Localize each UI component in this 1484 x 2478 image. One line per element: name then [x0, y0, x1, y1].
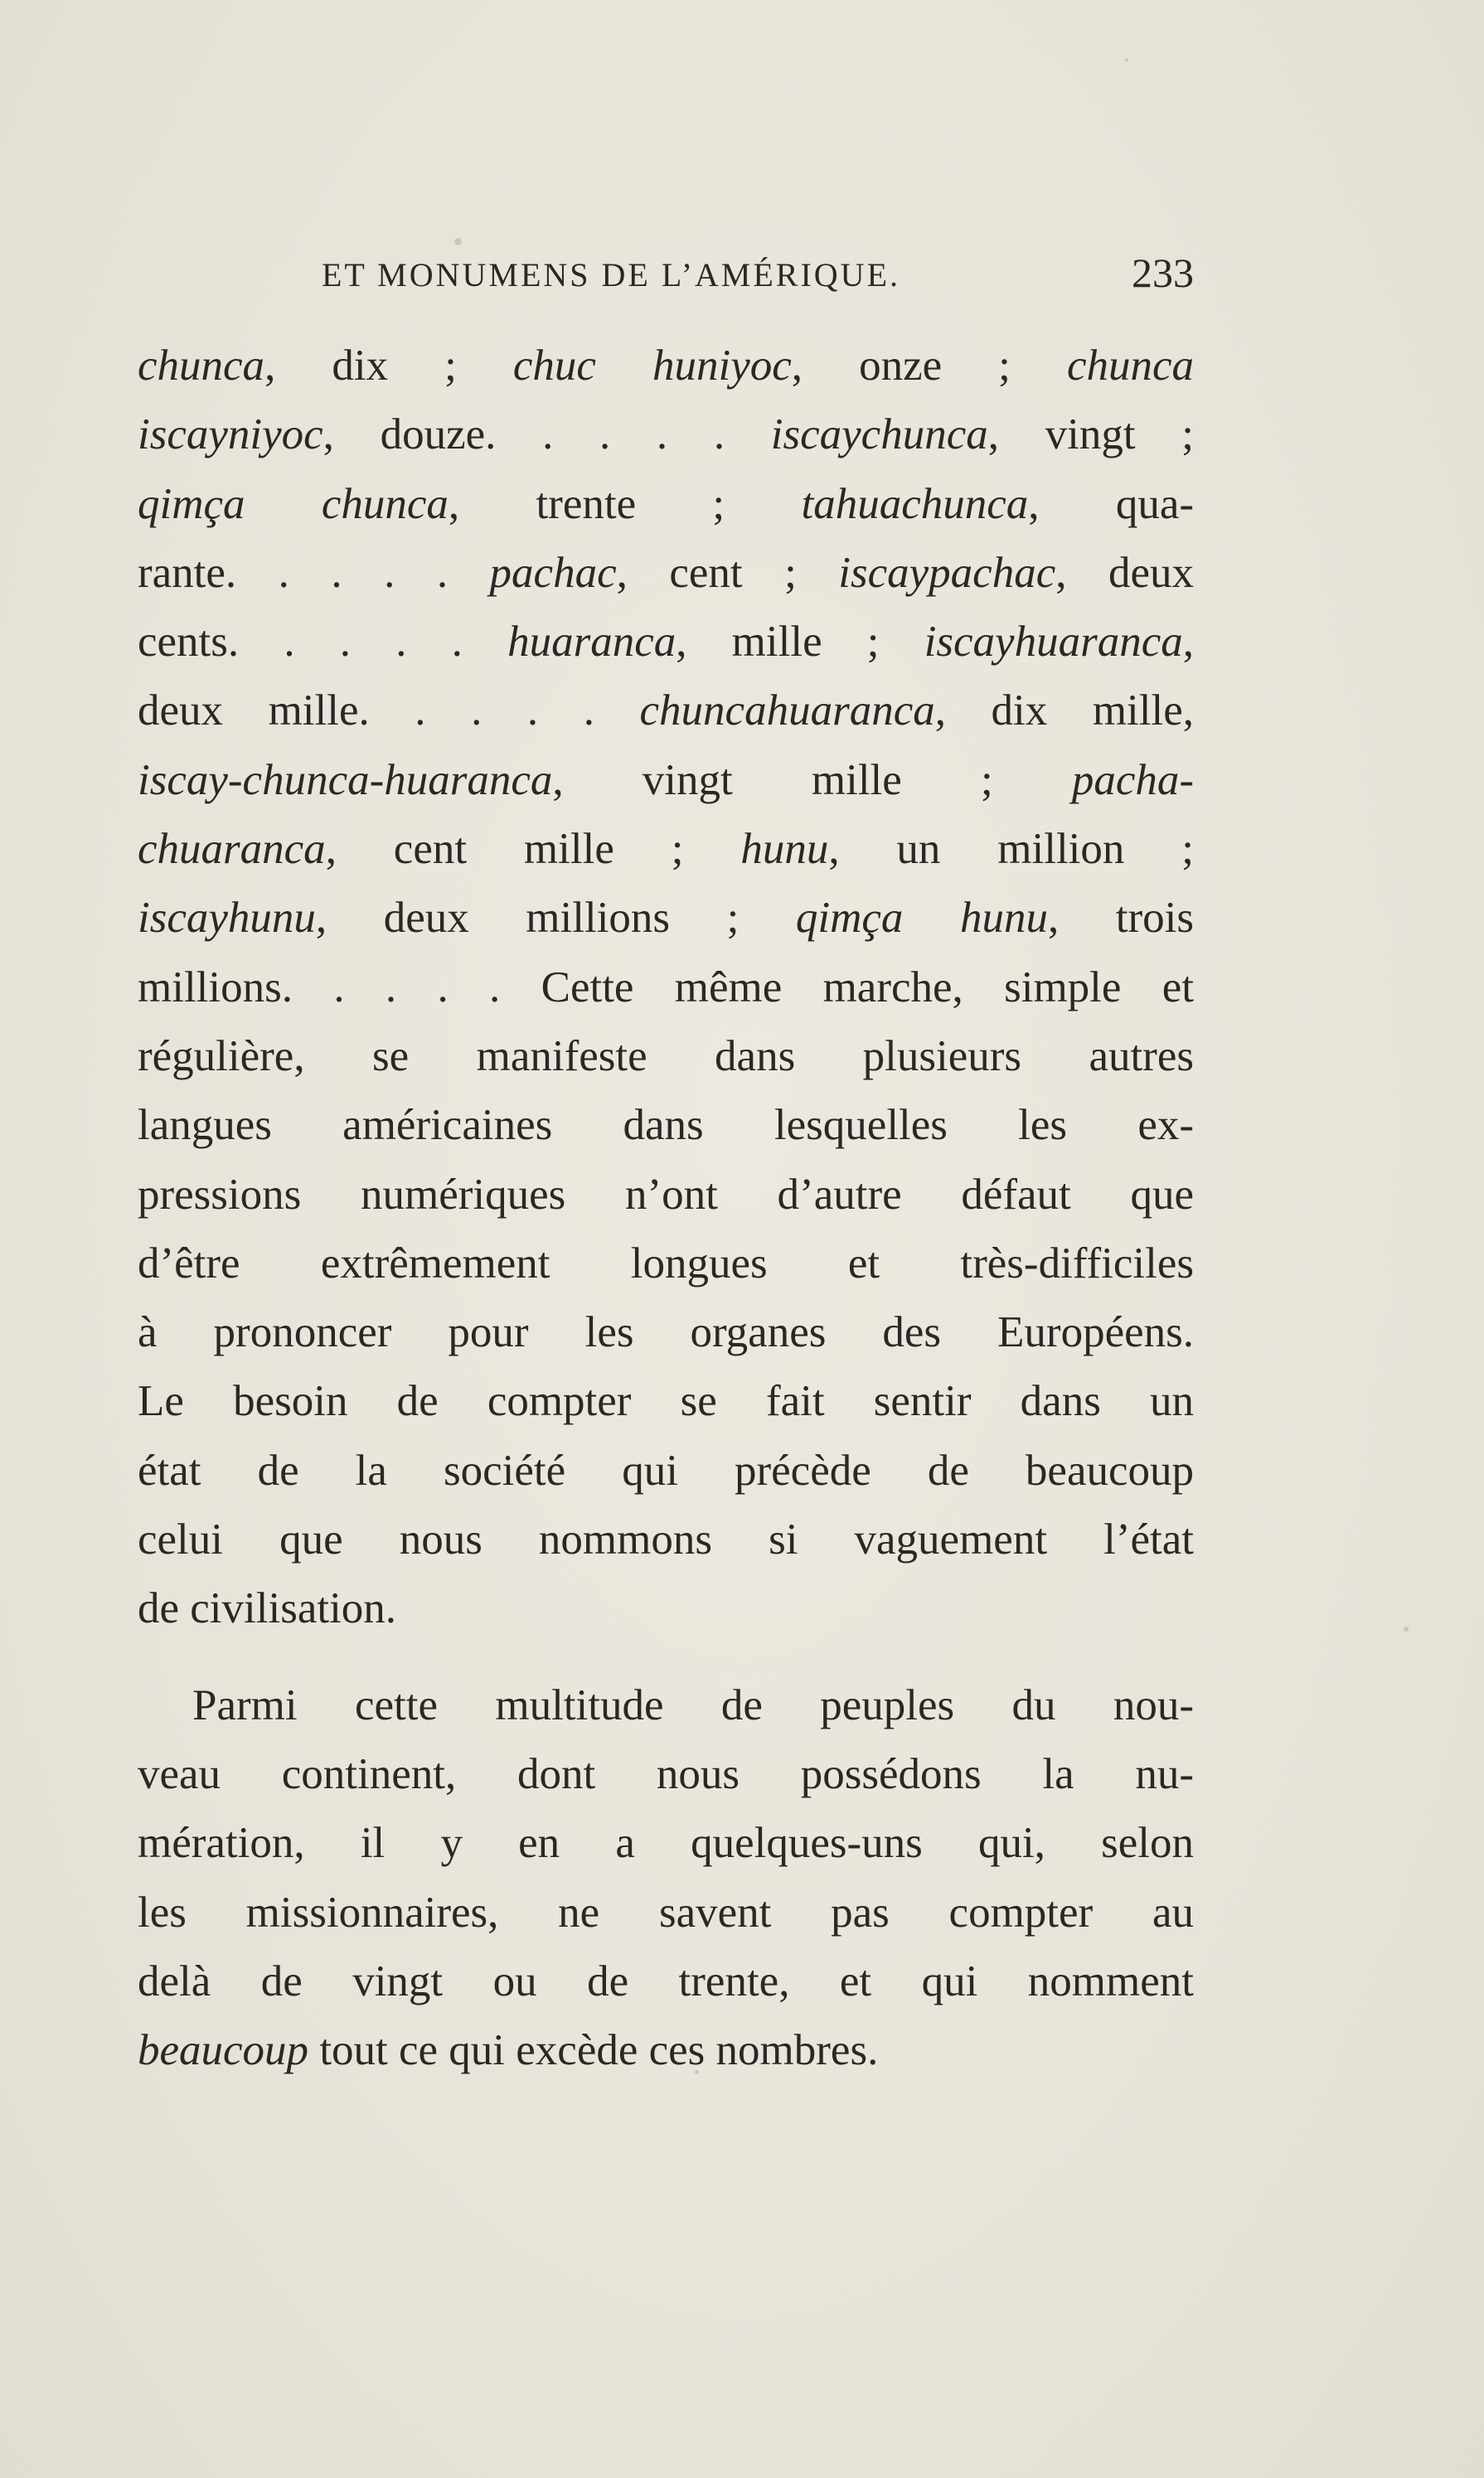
text-segment: , onze ;	[791, 342, 1067, 390]
text-segment: , cent ;	[616, 548, 839, 597]
text-line	[138, 1161, 1194, 1229]
text-line	[138, 608, 1194, 676]
text-line	[138, 1022, 1194, 1091]
italic-term: iscaypachac	[838, 548, 1056, 597]
paper-speck	[1404, 1627, 1409, 1632]
text-segment: , douze. . . . .	[323, 410, 771, 459]
text-line	[138, 1574, 1194, 1643]
text-segment: tout ce qui excède ces nombres.	[308, 2026, 879, 2075]
italic-term: chunca	[1066, 342, 1195, 390]
paragraph-gap	[138, 1644, 1194, 1671]
text-segment: Parmi cette multitude de peuples du nou-	[192, 1680, 1194, 1729]
text-line	[138, 953, 1194, 1022]
paper-speck	[454, 238, 462, 245]
text-segment: , trois	[1047, 894, 1194, 943]
text-segment: les missionnaires, ne savent pas compter au	[138, 1888, 1194, 1937]
text-segment: de civilisation.	[138, 1584, 397, 1633]
text-line	[138, 1740, 1194, 1809]
text-segment: , un million ;	[828, 825, 1194, 874]
italic-term: iscayhuaranca	[924, 618, 1183, 667]
text-line	[138, 1879, 1194, 1947]
text-line	[138, 1671, 1194, 1740]
text-line	[138, 1809, 1194, 1878]
text-segment: millions. . . . . Cette même marche, simple et	[138, 963, 1194, 1011]
italic-term: chuc huniyoc	[512, 342, 792, 390]
italic-term: tahuachunca	[801, 479, 1029, 528]
text-line	[138, 676, 1194, 745]
text-line	[138, 539, 1194, 608]
text-segment: d’être extrêmement longues et très-difficiles	[138, 1239, 1194, 1287]
text-segment: , cent mille ;	[325, 825, 741, 874]
text-segment: , deux	[1055, 548, 1194, 597]
italic-term: qimça hunu	[795, 894, 1048, 943]
text-segment: état de la société qui précède de beaucoup	[138, 1446, 1194, 1495]
text-line	[138, 332, 1194, 400]
text-segment: Le besoin de compter se fait sentir dans un	[138, 1377, 1194, 1426]
text-segment: pressions numériques n’ont d’autre défaut que	[138, 1170, 1194, 1219]
text-segment: celui que nous nommons si vaguement l’état	[138, 1515, 1194, 1564]
text-segment: langues américaines dans lesquelles les ex-	[138, 1101, 1194, 1150]
paper-speck	[1125, 58, 1128, 61]
italic-term: iscayhunu	[138, 894, 316, 943]
italic-term: qimça chunca	[138, 479, 449, 528]
text-line	[138, 1229, 1194, 1298]
italic-term: iscay-chunca-huaranca	[138, 755, 553, 804]
text-line	[138, 1437, 1194, 1506]
italic-term: chuncahuaranca	[639, 686, 935, 735]
text-segment: rante. . . . .	[138, 548, 490, 597]
text-segment: mération, il y en a quelques-uns qui, selon	[138, 1819, 1194, 1868]
italic-term: beaucoup	[138, 2026, 309, 2075]
text-segment: deux mille. . . . .	[138, 686, 640, 735]
text-segment: , dix ;	[264, 342, 513, 390]
text-segment: cents. . . . .	[138, 618, 508, 667]
italic-term: iscaychunca	[770, 410, 988, 459]
body-text	[138, 332, 1194, 2085]
text-segment: , qua-	[1028, 479, 1194, 528]
text-segment: , deux millions ;	[315, 894, 796, 943]
italic-term: pachac	[489, 548, 617, 597]
italic-term: chuaranca	[138, 825, 326, 874]
text-line	[138, 470, 1194, 539]
text-line	[138, 400, 1194, 469]
text-segment: , trente ;	[448, 479, 802, 528]
italic-term: pacha-	[1071, 755, 1194, 804]
text-segment: régulière, se manifeste dans plusieurs autres	[138, 1031, 1194, 1080]
running-head: ET MONUMENS DE L’AMÉRIQUE.	[322, 256, 900, 293]
text-line	[138, 1091, 1194, 1160]
page-header	[322, 250, 1194, 305]
text-line	[138, 2016, 1194, 2085]
text-line	[138, 1506, 1194, 1574]
text-line	[138, 1298, 1194, 1367]
text-segment: , dix mille,	[934, 686, 1194, 735]
italic-term: iscayniyoc	[138, 410, 323, 459]
text-segment: , vingt mille ;	[552, 755, 1072, 804]
italic-term: hunu	[740, 825, 829, 874]
page-number: 233	[1132, 250, 1194, 296]
text-segment: ,	[1182, 618, 1194, 667]
text-segment: veau continent, dont nous possédons la nu-	[138, 1749, 1194, 1798]
text-line	[138, 1367, 1194, 1436]
text-line	[138, 1947, 1194, 2016]
text-segment: , mille ;	[676, 618, 924, 667]
italic-term: chunca	[138, 342, 265, 390]
text-line	[138, 884, 1194, 953]
text-segment: , vingt ;	[987, 410, 1194, 459]
text-line	[138, 746, 1194, 815]
text-line	[138, 815, 1194, 884]
italic-term: huaranca	[507, 618, 677, 667]
text-segment: delà de vingt ou de trente, et qui nomment	[138, 1957, 1194, 2005]
text-segment: à prononcer pour les organes des Européens.	[138, 1308, 1194, 1357]
